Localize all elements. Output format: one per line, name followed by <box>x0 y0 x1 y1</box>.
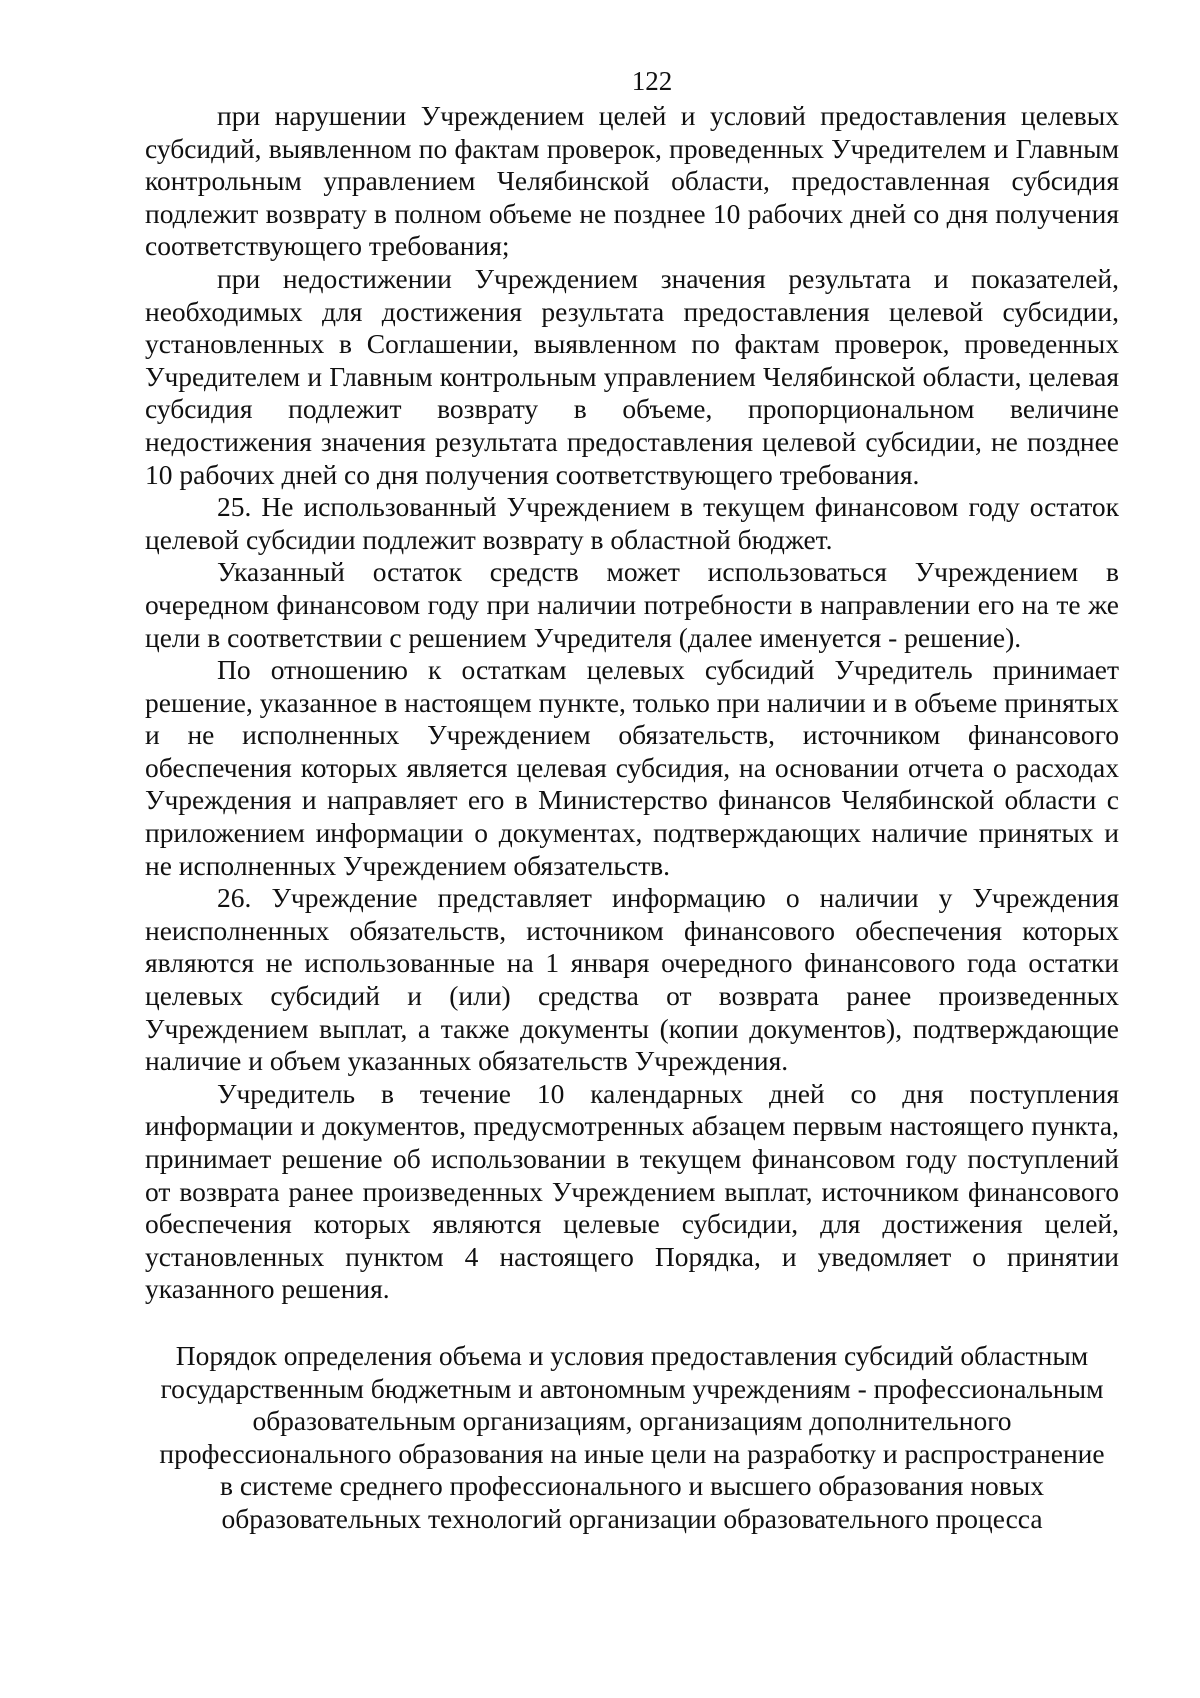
section-heading-line: в системе среднего профессионального и высшего образования новых <box>219 1470 1045 1502</box>
section-heading-line: профессионального образования на иные цели на разработку и распространение <box>159 1437 1105 1469</box>
paragraph-founder-decision: Учредитель в течение 10 календарных дней со дня поступления информации и документов, предусмотренных абзацем первым настоящего пункта, принимает решение об использовании в текущем финансовом году поступлений от возврата ранее произведенных Учреждением выплат, источником финансового обеспечения которых являются целевые субсидии, для достижения целей, установленных пунктом 4 настоящего Порядка, и уведомляет о принятии указанного решения. <box>145 1077 1119 1305</box>
paragraph-violation-return: при нарушении Учреждением целей и условий предоставления целевых субсидий, выявленном по фактам проверок, проведенных Учредителем и Главным контрольным управлением Челябинской области, предоставленная субсидия подлежит возврату в полном объеме не позднее 10 рабочих дней со дня получения соответствующего требования; <box>145 100 1119 262</box>
document-page <box>145 66 1119 1536</box>
section-heading <box>145 1340 1119 1536</box>
section-heading-line: государственным бюджетным и автономным учреждениям - профессиональным <box>160 1372 1104 1404</box>
paragraph-item-26: 26. Учреждение представляет информацию о наличии у Учреждения неисполненных обязательств, источником финансового обеспечения которых являются не использованные на 1 января очередного финансового года остатки целевых субсидий и (или) средства от возврата ранее произведенных Учреждением выплат, а также документы (копии документов), подтверждающие наличие и объем указанных обязательств Учреждения. <box>145 882 1119 1077</box>
paragraph-item-25: 25. Не использованный Учреждением в текущем финансовом году остаток целевой субсидии подлежит возврату в областной бюджет. <box>145 491 1119 555</box>
section-heading-line: образовательных технологий организации образовательного процесса <box>221 1502 1043 1534</box>
paragraph-non-achievement-return: при недостижении Учреждением значения результата и показателей, необходимых для достижения результата предоставления целевой субсидии, установленных в Соглашении, выявленном по фактам проверок, проведенных Учредителем и Главным контрольным управлением Челябинской области, целевая субсидия подлежит возврату в объеме, пропорциональном величине недостижения значения результата предоставления целевой субсидии, не позднее 10 рабочих дней со дня получения соответствующего требования. <box>145 262 1119 490</box>
section-heading-line: Порядок определения объема и условия предоставления субсидий областным <box>175 1339 1089 1371</box>
section-heading-line: образовательным организациям, организациям дополнительного <box>252 1405 1012 1437</box>
page-number: 122 <box>631 66 673 96</box>
paragraph-remaining-funds: Указанный остаток средств может использоваться Учреждением в очередном финансовом году при наличии потребности в направлении его на те же цели в соответствии с решением Учредителя (далее именуется - решение). <box>145 556 1119 653</box>
paragraph-remaining-subsidies-decision: По отношению к остаткам целевых субсидий Учредитель принимает решение, указанное в настоящем пункте, только при наличии и в объеме принятых и не исполненных Учреждением обязательств, источником финансового обеспечения которых является целевая субсидия, на основании отчета о расходах Учреждения и направляет его в Министерство финансов Челябинской области с приложением информации о документах, подтверждающих наличие принятых и не исполненных Учреждением обязательств. <box>145 654 1119 881</box>
